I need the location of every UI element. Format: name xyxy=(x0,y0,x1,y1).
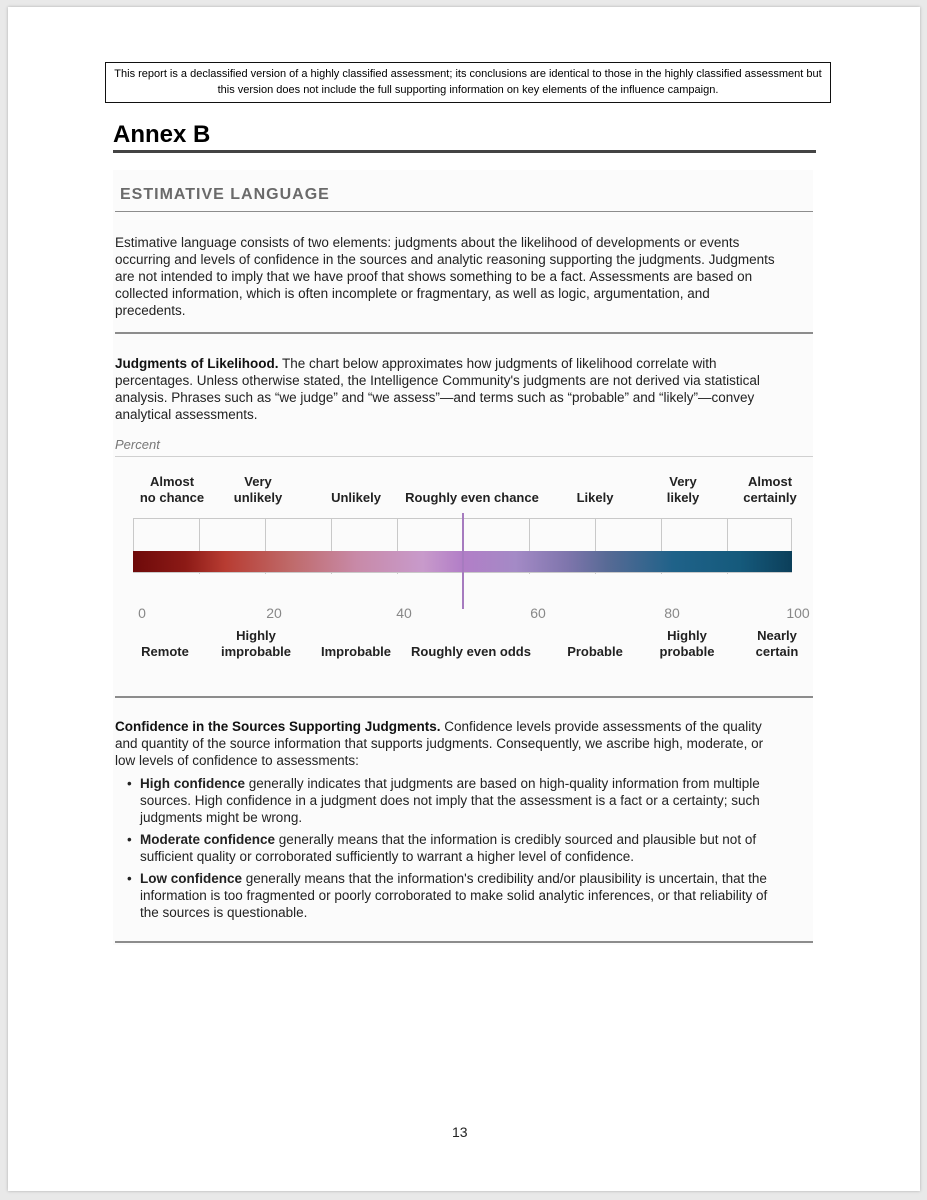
upper-label-very-likely xyxy=(667,474,700,506)
tick-100: 100 xyxy=(786,605,810,621)
upper-label-almost-no-chance xyxy=(140,474,204,506)
confidence-text: Confidence levels provide assessments of the quality and quantity of the source information that supports judgments. Consequently, we ascribe high, moderate, or low levels of confidence to assessments: xyxy=(115,719,764,768)
list-item-low-confidence xyxy=(127,870,787,921)
label-line: Roughly even chance xyxy=(405,490,539,505)
document-page xyxy=(8,7,920,1191)
lower-label-remote xyxy=(141,644,189,660)
tick-20: 20 xyxy=(266,605,282,621)
chart-top-divider xyxy=(115,456,813,457)
lower-label-highly-improbable xyxy=(221,628,291,660)
label-line: improbable xyxy=(220,644,292,659)
likelihood-heading: Judgments of Likelihood. xyxy=(115,356,279,371)
list-item-moderate-confidence xyxy=(127,831,787,865)
label-line: probable xyxy=(659,644,715,659)
annex-title: Annex B xyxy=(113,121,211,148)
intro-paragraph: Estimative language consists of two elements: judgments about the likelihood of developments or events occurring and levels of confidence in the sources and analytic reasoning supporting the judgments. Judgments are not intended to imply that we have proof that shows something to be a fact. Assessments are based on collected information, which is often incomplete or fragmentary, as well as logic, argumentation, and precedents. xyxy=(115,235,775,318)
lower-label-highly-probable xyxy=(660,628,715,660)
label-line: unlikely xyxy=(233,490,283,505)
chart-axis-label: Percent xyxy=(115,437,160,452)
bullet-term: Low confidence xyxy=(140,871,243,886)
chart-bottom-divider xyxy=(115,696,813,698)
lower-label-improbable xyxy=(321,644,391,660)
label-line: Remote xyxy=(141,644,189,659)
bullet-text: generally means that the information's credibility and/or plausibility is uncertain, that the information is too fragmented or poorly corroborated to make solid analytic inferences, or that reliability of the sources is questionable. xyxy=(140,871,768,920)
confidence-levels-list xyxy=(127,775,787,926)
label-line: Likely xyxy=(576,490,614,505)
likelihood-text: The chart below approximates how judgments of likelihood correlate with percentages. Unless otherwise stated, the Intelligence Community's judgments are not derived via statistical analysis. Phrases such as “we judge” and “we assess”—and terms such as “probable” and “likely”—convey analytical assessments. xyxy=(115,356,760,422)
upper-label-roughly-even-chance xyxy=(405,490,539,506)
section-divider xyxy=(115,211,813,212)
estimative-language-box xyxy=(113,170,813,945)
label-line: Nearly xyxy=(757,628,797,643)
label-line: Almost xyxy=(747,474,793,489)
upper-label-likely xyxy=(577,490,614,506)
bullet-term: Moderate confidence xyxy=(140,832,276,847)
intro-divider xyxy=(115,332,813,334)
list-item-high-confidence xyxy=(127,775,787,826)
section-title: ESTIMATIVE LANGUAGE xyxy=(120,186,330,203)
upper-label-very-unlikely xyxy=(234,474,282,506)
label-line: Very xyxy=(244,474,272,489)
annex-divider xyxy=(113,150,816,153)
confidence-heading: Confidence in the Sources Supporting Judgments. xyxy=(115,719,441,734)
declassification-notice: This report is a declassified version of a highly classified assessment; its conclusions are identical to those in the highly classified assessment but this version does not include the full supporting information on key elements of the influence campaign. xyxy=(105,62,831,103)
likelihood-paragraph xyxy=(115,355,780,423)
lower-label-nearly-certain xyxy=(756,628,799,660)
upper-label-almost-certainly xyxy=(743,474,796,506)
tick-80: 80 xyxy=(664,605,680,621)
label-line: likely xyxy=(666,490,700,505)
lower-label-probable xyxy=(567,644,623,660)
confidence-paragraph xyxy=(115,718,780,769)
box-bottom-divider xyxy=(115,941,813,943)
label-line: Almost xyxy=(149,474,195,489)
label-line: Highly xyxy=(667,628,707,643)
page-number: 13 xyxy=(452,1124,468,1140)
upper-label-unlikely xyxy=(331,490,381,506)
tick-0: 0 xyxy=(138,605,146,621)
label-line: Highly xyxy=(236,628,276,643)
bullet-term: High confidence xyxy=(140,776,246,791)
label-line: Very xyxy=(669,474,697,489)
lower-label-roughly-even-odds xyxy=(411,644,531,660)
fifty-percent-marker xyxy=(462,513,464,609)
label-line: Probable xyxy=(567,644,623,659)
bullet-text: generally means that the information is credibly sourced and plausible but not of sufficient quality or corroborated sufficiently to warrant a higher level of confidence. xyxy=(140,832,757,864)
tick-60: 60 xyxy=(530,605,546,621)
label-line: certain xyxy=(755,644,799,659)
tick-40: 40 xyxy=(396,605,412,621)
label-line: Improbable xyxy=(320,644,392,659)
label-line: no chance xyxy=(139,490,205,505)
label-line: Roughly even odds xyxy=(411,644,531,659)
label-line: certainly xyxy=(743,490,797,505)
label-line: Unlikely xyxy=(331,490,381,505)
bullet-text: generally indicates that judgments are based on high-quality information from multiple sources. High confidence in a judgment does not imply that the assessment is a fact or a certainty; such judgments might be wrong. xyxy=(140,776,760,825)
